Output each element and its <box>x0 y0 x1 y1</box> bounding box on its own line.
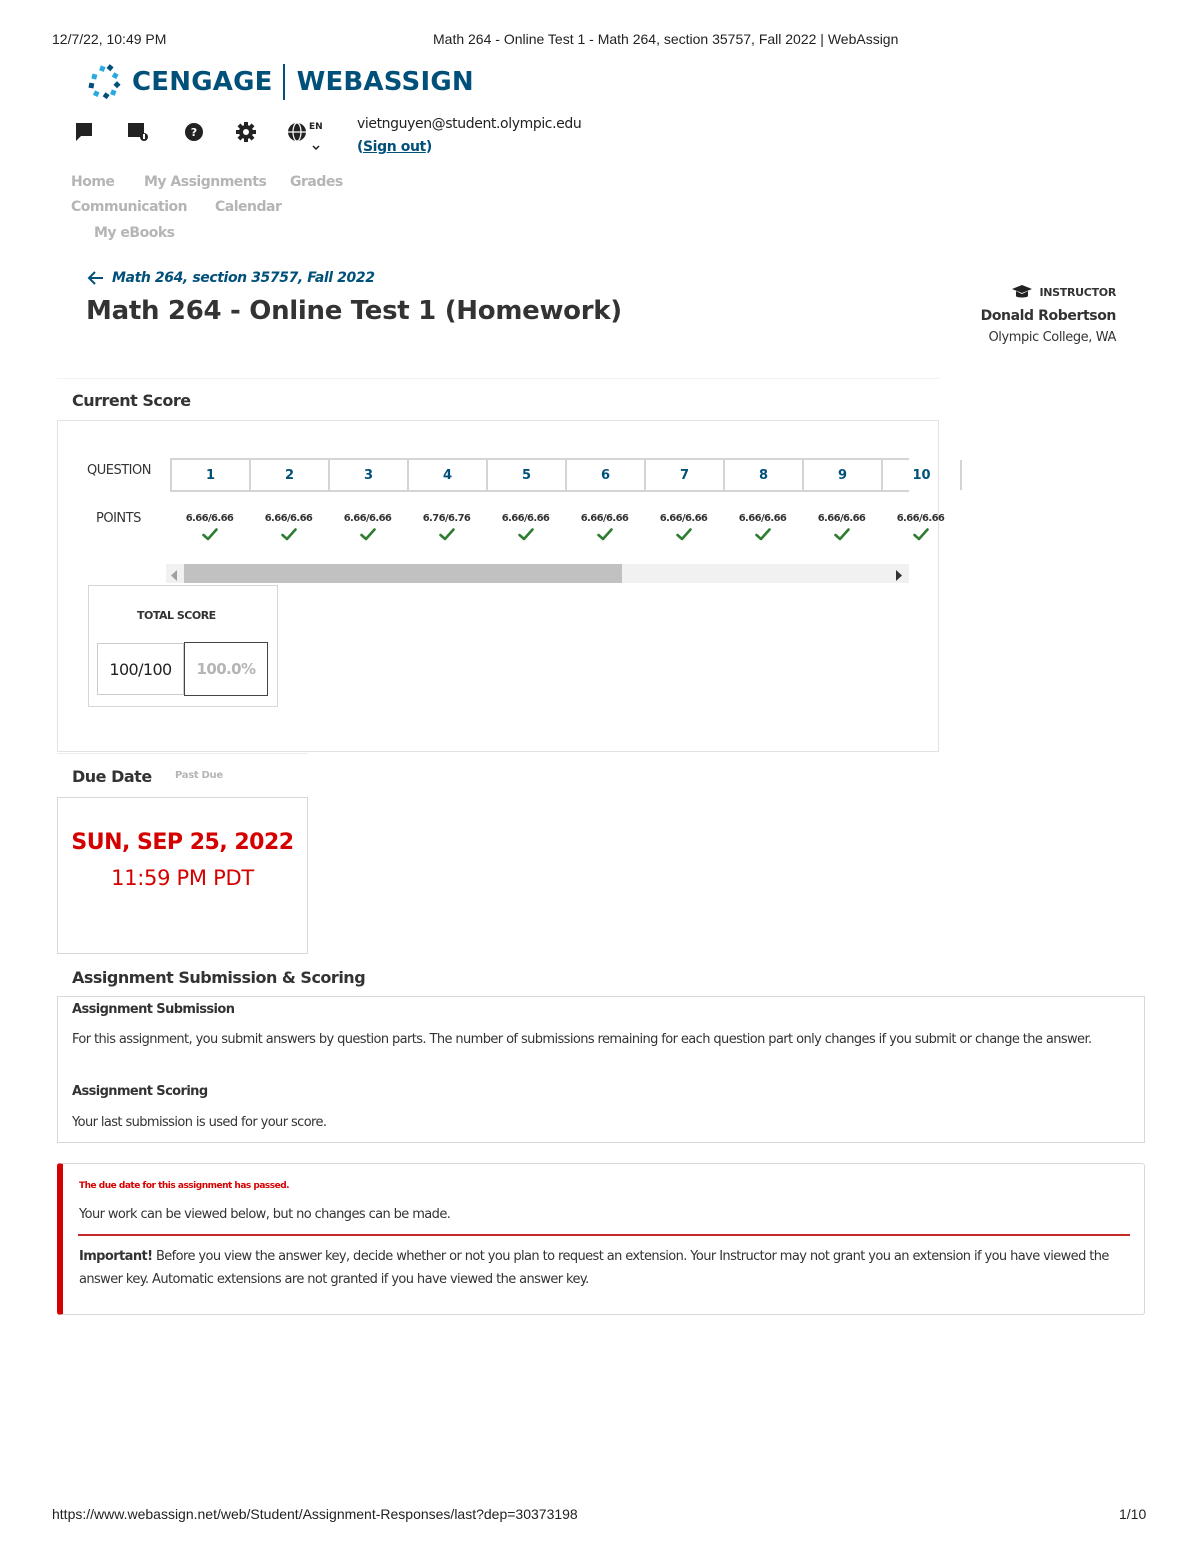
correct-check-icon <box>249 528 328 541</box>
alert-title: The due date for this assignment has passed. <box>79 1181 290 1191</box>
points-value: 6.66/6.66 <box>501 513 550 524</box>
current-score-heading: Current Score <box>72 391 191 410</box>
question-link-4[interactable]: 4 <box>409 460 488 490</box>
points-cell <box>328 512 407 552</box>
logo-brand-cengage: CENGAGE <box>132 67 273 97</box>
print-datetime: 12/7/22, 10:49 PM <box>52 31 167 47</box>
total-score-value: 100/100 <box>97 643 184 695</box>
instructor-school: Olympic College, WA <box>988 330 1116 345</box>
total-score-label: TOTAL SCORE <box>137 609 216 622</box>
score-scrollbar[interactable] <box>166 564 909 583</box>
total-score-percent: 100.0% <box>184 642 268 696</box>
back-to-class-link[interactable] <box>88 270 375 286</box>
points-cell <box>249 512 328 552</box>
submission-subtitle: Assignment Submission <box>72 1002 235 1017</box>
scroll-left-icon[interactable] <box>170 568 178 586</box>
question-row <box>170 458 931 492</box>
question-link-5[interactable]: 5 <box>488 460 567 490</box>
instructor-label: INSTRUCTOR <box>1011 285 1116 299</box>
question-label: QUESTION <box>87 463 151 478</box>
user-email: vietnguyen@student.olympic.edu <box>357 116 582 132</box>
alert-divider <box>78 1234 1130 1236</box>
question-link-2[interactable]: 2 <box>251 460 330 490</box>
chevron-down-icon <box>312 138 320 156</box>
points-value: 6.66/6.66 <box>185 513 234 524</box>
alert-important-label: Important! <box>79 1249 153 1264</box>
nav-my-assignments[interactable]: My Assignments <box>144 174 267 190</box>
svg-text:?: ? <box>190 126 198 139</box>
scoring-text: Your last submission is used for your score. <box>72 1115 327 1130</box>
nav-home[interactable]: Home <box>71 174 115 190</box>
alert-important-text: Important! Before you view the answer key, decide whether or not you plan to request an extension. Your Instructor may not grant you an extension if you have viewed the answer key. Automatic extensions are not granted if you have viewed the answer key. <box>79 1249 1109 1287</box>
question-link-1[interactable]: 1 <box>172 460 251 490</box>
nav-grades[interactable]: Grades <box>290 174 343 190</box>
language-selector[interactable] <box>286 120 326 144</box>
nav-calendar[interactable]: Calendar <box>215 199 282 215</box>
arrow-left-icon <box>88 271 104 285</box>
points-cell <box>486 512 565 552</box>
due-date-value: SUN, SEP 25, 2022 <box>71 830 294 855</box>
print-page-number: 1/10 <box>1119 1506 1147 1522</box>
logo-divider <box>283 64 285 100</box>
notifications-icon[interactable] <box>126 120 150 144</box>
submission-heading: Assignment Submission & Scoring <box>72 968 366 987</box>
points-value: 6.66/6.66 <box>343 513 392 524</box>
cengage-webassign-logo[interactable] <box>86 62 474 102</box>
points-value: 6.66/6.66 <box>659 513 708 524</box>
points-value: 6.66/6.66 <box>817 513 866 524</box>
points-value: 6.76/6.76 <box>422 513 471 524</box>
points-value: 6.66/6.66 <box>580 513 629 524</box>
points-value: 6.66/6.66 <box>264 513 313 524</box>
correct-check-icon <box>565 528 644 541</box>
scroll-right-icon[interactable] <box>895 568 903 586</box>
correct-check-icon <box>407 528 486 541</box>
due-time-value: 11:59 PM PDT <box>111 866 254 890</box>
question-link-6[interactable]: 6 <box>567 460 646 490</box>
logo-brand-webassign: WEBASSIGN <box>296 67 474 97</box>
points-cell <box>723 512 802 552</box>
nav-my-ebooks[interactable]: My eBooks <box>94 225 175 241</box>
points-value: 6.66/6.66 <box>896 513 945 524</box>
question-link-9[interactable]: 9 <box>804 460 883 490</box>
correct-check-icon <box>170 528 249 541</box>
nav-communication[interactable]: Communication <box>71 199 188 215</box>
due-date-heading: Due Date <box>72 767 152 786</box>
instructor-name: Donald Robertson <box>980 308 1116 324</box>
question-link-10[interactable]: 10 <box>883 460 962 490</box>
divider <box>57 378 939 379</box>
points-row <box>170 512 945 552</box>
points-cell <box>802 512 881 552</box>
points-cell <box>565 512 644 552</box>
print-url: https://www.webassign.net/web/Student/Assignment-Responses/last?dep=30373198 <box>52 1506 578 1522</box>
question-link-7[interactable]: 7 <box>646 460 725 490</box>
globe-icon <box>286 121 308 143</box>
divider <box>57 753 308 754</box>
points-cell <box>170 512 249 552</box>
graduation-cap-icon <box>1011 285 1033 299</box>
page-title: Math 264 - Online Test 1 (Homework) <box>86 296 622 326</box>
language-code: EN <box>309 122 323 132</box>
correct-check-icon <box>881 528 960 541</box>
submission-text: For this assignment, you submit answers by question parts. The number of submissions remaining for each question part only changes if you submit or change the answer. <box>72 1032 1092 1047</box>
question-link-8[interactable]: 8 <box>725 460 804 490</box>
sign-out-link[interactable]: Sign out <box>363 139 426 155</box>
settings-icon[interactable] <box>234 120 258 144</box>
correct-check-icon <box>644 528 723 541</box>
print-page-title: Math 264 - Online Test 1 - Math 264, section 35757, Fall 2022 | WebAssign <box>433 31 899 47</box>
scroll-thumb[interactable] <box>184 564 622 583</box>
points-label: POINTS <box>96 511 141 526</box>
back-link-label: Math 264, section 35757, Fall 2022 <box>112 270 375 286</box>
sign-out: (Sign out) <box>357 139 432 155</box>
correct-check-icon <box>723 528 802 541</box>
alert-line: Your work can be viewed below, but no changes can be made. <box>79 1207 451 1222</box>
scoring-subtitle: Assignment Scoring <box>72 1084 208 1099</box>
points-cell <box>644 512 723 552</box>
correct-check-icon <box>486 528 565 541</box>
messages-icon[interactable] <box>72 120 96 144</box>
correct-check-icon <box>328 528 407 541</box>
cengage-logo-icon <box>86 62 126 102</box>
points-cell <box>881 512 960 552</box>
points-value: 6.66/6.66 <box>738 513 787 524</box>
points-cell <box>407 512 486 552</box>
correct-check-icon <box>802 528 881 541</box>
help-icon[interactable] <box>182 120 206 144</box>
question-link-3[interactable]: 3 <box>330 460 409 490</box>
past-due-badge: Past Due <box>175 770 223 781</box>
